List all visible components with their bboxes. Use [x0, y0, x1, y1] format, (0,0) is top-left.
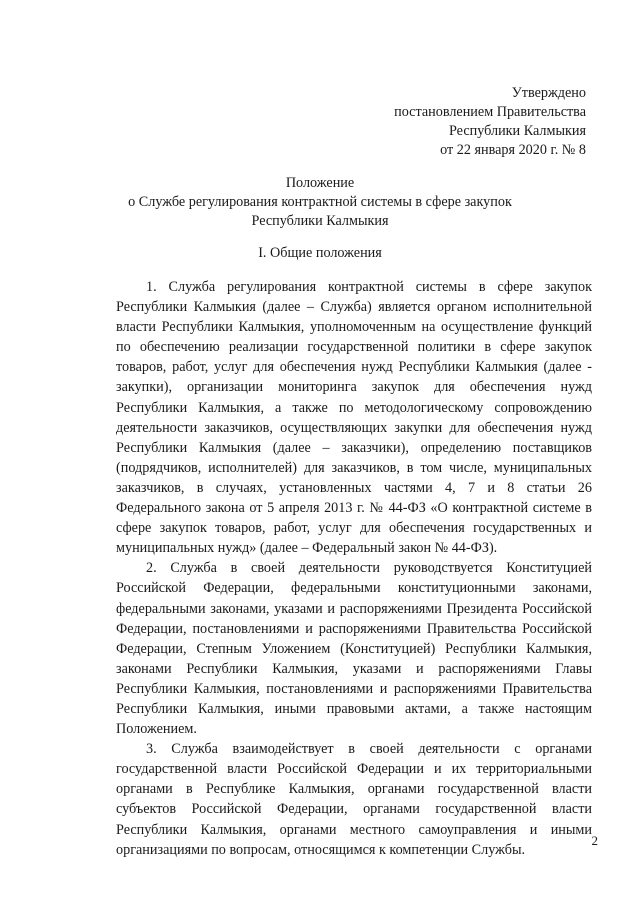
approval-line-date: от 22 января 2020 г. № 8	[440, 142, 586, 158]
page-number: 2	[591, 833, 598, 848]
approval-stamp	[394, 84, 586, 160]
document-body	[116, 277, 592, 860]
approval-line-republic: Республики Калмыкия	[448, 123, 586, 139]
paragraph-2: 2. Служба в своей деятельности руководствуется Конституцией Российской Федерации, федеральными конституционными законами, федеральными законами, указами и распоряжениями Президента Российской Федерации, постановлениями и распоряжениями Правительства Российской Федерации, Степным Уложением (Конституцией) Республики Калмыкия, законами Республики Калмыкия, указами и распоряжениями Главы Республики Калмыкия, постановлениями и распоряжениями Правительства Республики Калмыкия, иными правовыми актами, а также настоящим Положением.	[116, 560, 592, 738]
title-line-regulation: Положение	[285, 175, 355, 191]
paragraph-1: 1. Служба регулирования контрактной системы в сфере закупок Республики Калмыкия (далее – Служба) является органом исполнительной власти Республики Калмыкия, уполномоченным на осуществление функций по обеспечению реализации государственной политики в сфере закупок товаров, работ, услуг для обеспечения нужд Республики Калмыкия (далее - закупки), организации мониторинга закупок для обеспечения нужд Республики Калмыкия, а также по методологическому сопровождению деятельности заказчиков, осуществляющих закупки для обеспечения нужд Республики Калмыкия (далее – заказчики), определению поставщиков (подрядчиков, исполнителей) для заказчиков, в том числе, муниципальных заказчиков, в случаях, установленных частями 4, 7 и 8 статьи 26 Федерального закона от 5 апреля 2013 г. № 44-ФЗ «О контрактной системе в сфере закупок товаров, работ, услуг для обеспечения государственных и муниципальных нужд» (далее – Федеральный закон № 44-ФЗ).	[116, 279, 592, 557]
approval-line-resolution: постановлением Правительства	[394, 104, 586, 120]
title-line-republic: Республики Калмыкия	[251, 213, 389, 229]
document-title	[0, 174, 640, 231]
approval-line-approved: Утверждено	[511, 85, 586, 101]
paragraph-3: 3. Служба взаимодействует в своей деятельности с органами государственной власти Российской Федерации и их территориальными органами в Республике Калмыкия, органами государственной власти субъектов Российской Федерации, органами государственной власти Республики Калмыкия, органами местного самоуправления и иными организациями по вопросам, относящимся к компетенции Службы.	[116, 741, 592, 858]
title-line-service: о Службе регулирования контрактной системы в сфере закупок	[128, 194, 512, 210]
section-heading: I. Общие положения	[258, 245, 382, 261]
